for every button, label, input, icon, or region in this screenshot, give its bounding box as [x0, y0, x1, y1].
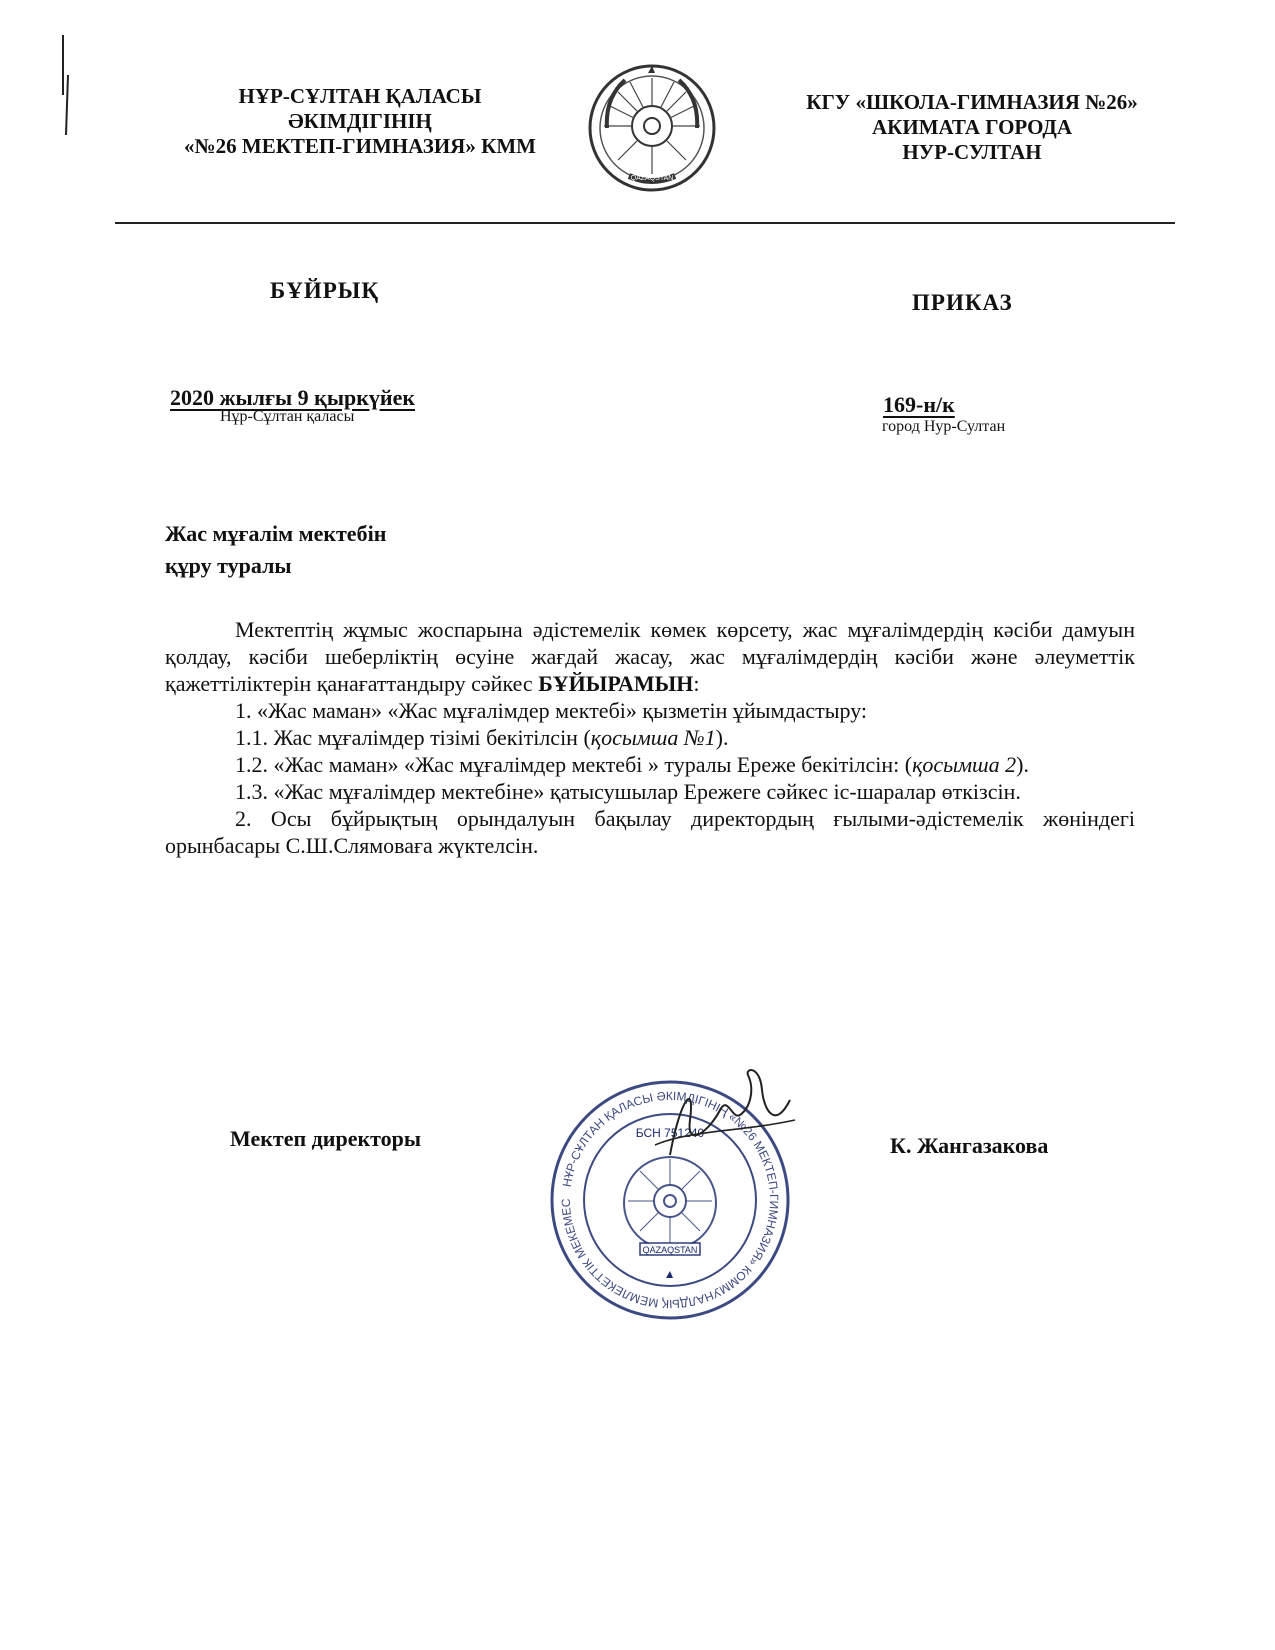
stamp-bin: БСН 751240 [635, 1126, 705, 1140]
header-left-org [140, 84, 580, 159]
header-right-line-3: НУР-СУЛТАН [902, 140, 1042, 164]
city-ru: город Нур-Султан [882, 418, 1006, 435]
body-item-1-3: 1.3. «Жас мұғалімдер мектебіне» қатысушылар Ережеге сәйкес іс-шаралар өткізсін. [235, 779, 1021, 804]
header-left-line-2: ӘКІМДІГІНІҢ [288, 109, 432, 133]
body-intro [165, 616, 1135, 697]
body-item-1-1-italic: қосымша №1 [590, 725, 716, 750]
header-right-org [752, 90, 1192, 165]
body-intro-bold: БҰЙЫРАМЫН [538, 671, 694, 696]
header-divider [115, 222, 1175, 224]
signer-position: Мектеп директоры [230, 1126, 422, 1151]
signer-name: К. Жангазакова [890, 1133, 1049, 1158]
scan-mark-icon [60, 35, 74, 135]
order-subject [165, 518, 386, 582]
emblem-text: QAZAQSTAN [630, 175, 674, 182]
city-kz: Нұр-Сұлтан қаласы [220, 408, 355, 425]
kazakhstan-state-emblem-icon [585, 58, 720, 198]
body-intro-end: : [693, 671, 700, 696]
order-date: 2020 жылғы 9 қыркүйек [170, 385, 416, 410]
header-left-line-3: «№26 МЕКТЕП-ГИМНАЗИЯ» КММ [184, 134, 536, 158]
body-item-1-1 [165, 724, 1135, 751]
title-kz: БҰЙРЫҚ [270, 278, 380, 303]
body-item-1-1-end: ). [715, 725, 729, 750]
body-item-1-2-end: ). [1016, 752, 1029, 777]
order-number: 169-н/к [883, 392, 955, 417]
stamp-ring-text: НҰР-СҰЛТАН ҚАЛАСЫ ӘКІМДІГІНІҢ «№26 МЕКТЕП-ГИМНАЗИЯ» КОММУНАЛДЫҚ МЕМЛЕКЕТТІК МЕКЕМЕС [558, 1088, 782, 1312]
body-item-1-1-text: 1.1. Жас мұғалімдер тізімі бекітілсін ( [235, 725, 591, 750]
handwritten-signature-icon [650, 1060, 800, 1170]
body-intro-text: Мектептің жұмыс жоспарына әдістемелік көмек көрсету, жас мұғалімдердің кәсіби дамуын қолдау, кәсіби шеберліктің өсуіне жағдай жасау, жас мұғалімдердің кәсіби және әлеуметтік қажеттіліктерін қанағаттандыру сәйкес [165, 617, 1135, 696]
body-item-1-2 [165, 751, 1135, 778]
header-right-line-2: АКИМАТА ГОРОДА [871, 115, 1073, 139]
body-item-1: 1. «Жас маман» «Жас мұғалімдер мектебі» қызметін ұйымдастыру: [235, 698, 868, 723]
order-body [165, 616, 1135, 859]
subject-line-1: Жас мұғалім мектебін [165, 521, 387, 546]
title-ru: ПРИКАЗ [912, 290, 1013, 315]
body-item-2: 2. Осы бұйрықтың орындалуын бақылау директордың ғылыми-әдістемелік жөніндегі орынбасары С.Ш.Слямоваға жүктелсін. [165, 806, 1135, 858]
header-left-line-1: НҰР-СҰЛТАН ҚАЛАСЫ [238, 84, 482, 108]
header-right-line-1: КГУ «ШКОЛА-ГИМНАЗИЯ №26» [806, 90, 1138, 114]
subject-line-2: құру туралы [165, 553, 292, 578]
body-item-1-2-text: 1.2. «Жас маман» «Жас мұғалімдер мектебі » туралы Ереже бекітілсін: ( [235, 752, 913, 777]
body-item-1-2-italic: қосымша 2 [912, 752, 1017, 777]
stamp-center-text: QAZAQSTAN [642, 1245, 698, 1255]
